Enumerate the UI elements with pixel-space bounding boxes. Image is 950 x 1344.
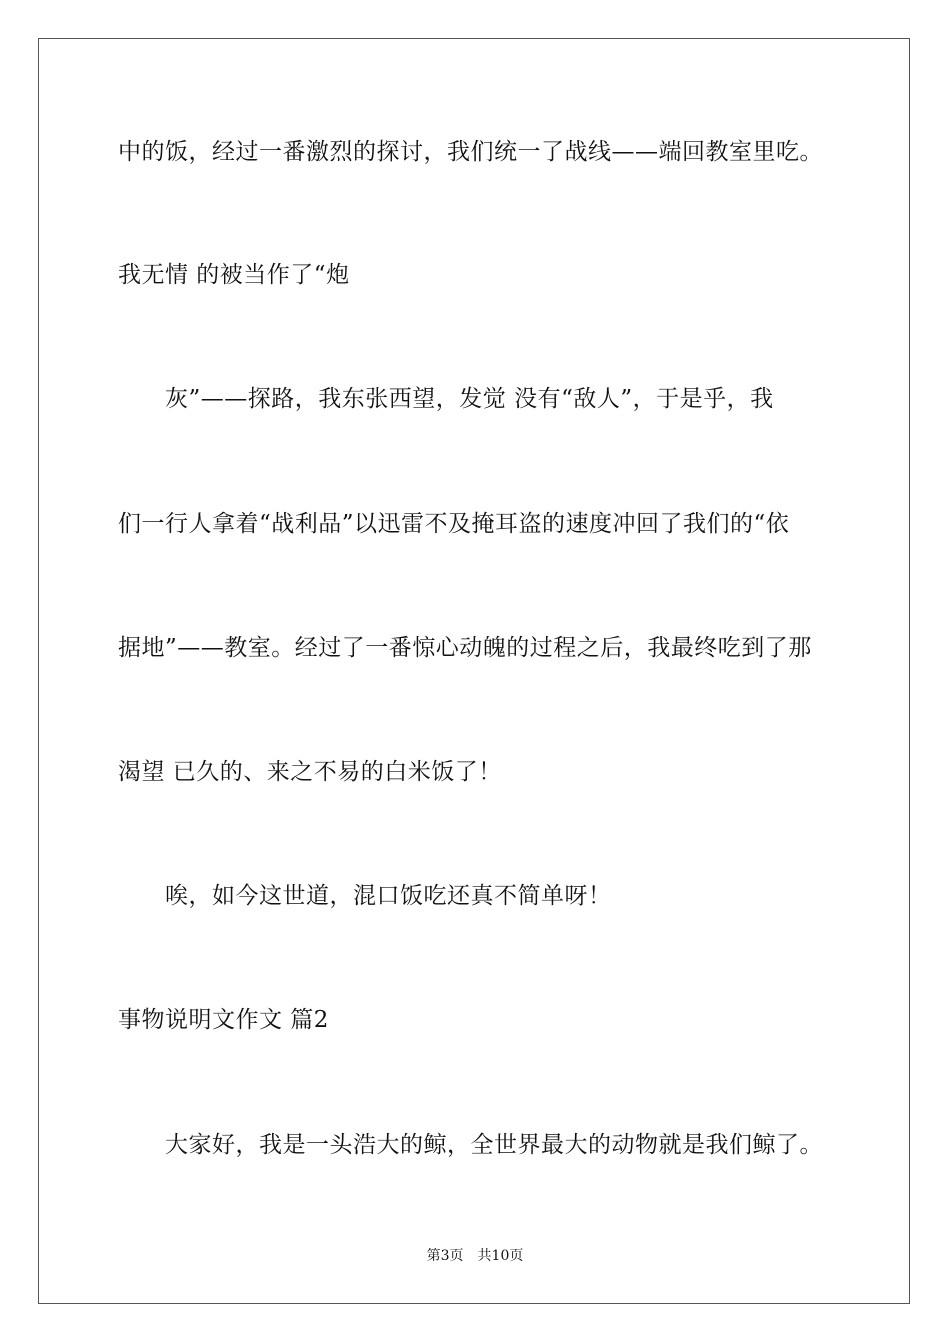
body-line-7: 唉，如今这世道，混口饭吃还真不简单呀！ (118, 883, 612, 909)
body-line-3: 灰”——探路，我东张西望，发觉 没有“敌人”，于是乎，我 (118, 386, 774, 412)
body-line-4: 们一行人拿着“战利品”以迅雷不及掩耳盗的速度冲回了我们的“依 (118, 511, 790, 537)
body-line-1: 中的饭，经过一番激烈的探讨，我们统一了战线——端回教室里吃。 (118, 139, 823, 165)
section-heading: 事物说明文作文 篇2 (118, 1007, 329, 1033)
body-line-5: 据地”——教室。经过了一番惊心动魄的过程之后，我最终吃到了那 (118, 635, 812, 661)
page-footer: 第3页 共10页 (426, 1248, 524, 1264)
body-line-2: 我无情 的被当作了“炮 (118, 262, 350, 288)
page-frame (38, 38, 910, 1304)
body-line-9: 大家好，我是一头浩大的鲸，全世界最大的动物就是我们鲸了。 (118, 1132, 823, 1158)
body-line-6: 渴望 已久的、来之不易的白米饭了！ (118, 759, 502, 785)
